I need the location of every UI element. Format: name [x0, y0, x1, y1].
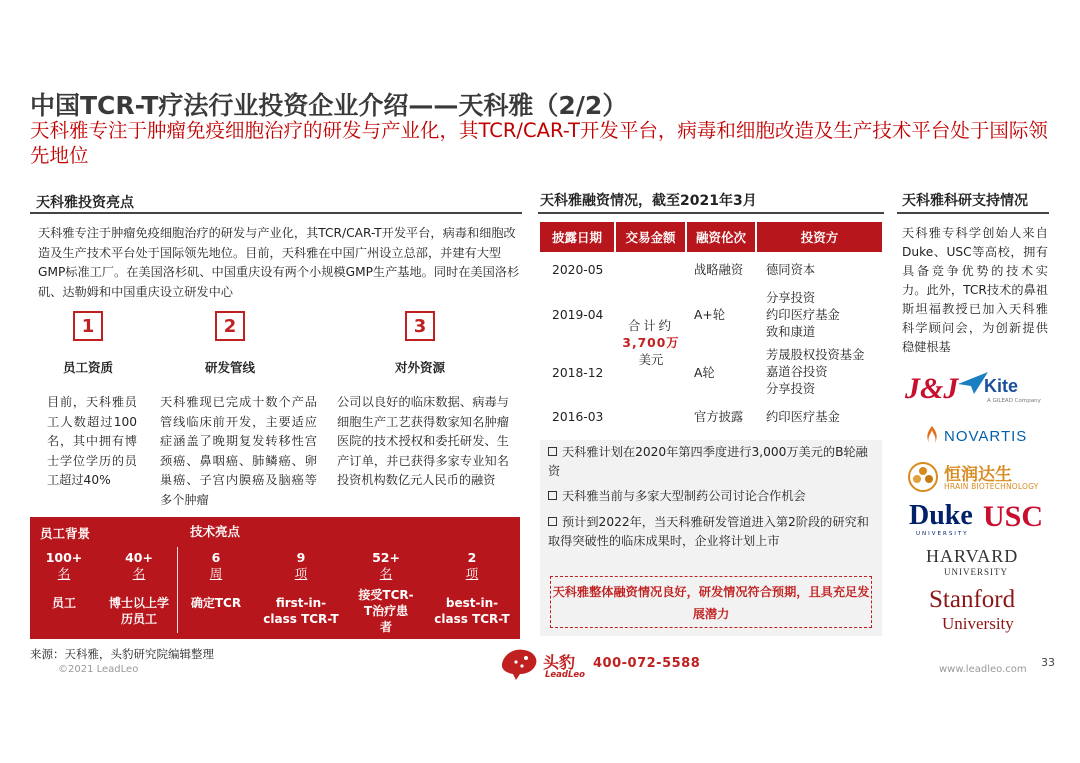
table-cell-investor: 分享投资 [766, 382, 816, 396]
table-cell-round: 战略融资 [694, 263, 744, 277]
harvard-logo: HARVARD [926, 546, 1019, 566]
brand-logo-cn: 头豹 [543, 653, 576, 672]
note-item [548, 513, 878, 551]
table-cell-investor: 约印医疗基金 [766, 410, 840, 424]
table-header-round: 融资伦次 [687, 222, 755, 252]
checkbox-icon [548, 491, 557, 500]
hrain-logo-cn: 恒润达生 [944, 465, 1012, 485]
note-item [548, 443, 878, 481]
table-header-date: 披露日期 [540, 222, 614, 252]
note-text: 天科雅当前与多家大型制药公司讨论合作机会 [562, 489, 806, 503]
stat-number: 100+ [45, 550, 83, 565]
table-cell-investor: 致和康道 [766, 325, 816, 339]
stat-unit: 名 [57, 566, 71, 581]
table-cell-investor: 分享投资 [766, 291, 816, 305]
stat-number: 2 [467, 550, 477, 565]
number-box-3: 3 [405, 311, 435, 341]
stat-unit: 名 [132, 566, 146, 581]
amount-prefix: 合计约 [628, 319, 674, 333]
table-cell-date: 2018-12 [552, 366, 604, 380]
research-rule [897, 212, 1049, 214]
stat-label: 接受TCR-T治疗患者 [358, 588, 414, 634]
amount-value: 3,700万 [622, 336, 680, 350]
stat-best-in-class [430, 550, 514, 627]
kite-subtext: A GILEAD Company [987, 398, 1041, 404]
highlights-heading: 天科雅投资亮点 [36, 195, 134, 211]
financing-heading: 天科雅融资情况，截至2021年3月 [540, 193, 757, 209]
brand-logo-en: LeadLeo [545, 670, 586, 680]
usc-logo: USC [983, 500, 1044, 533]
leopard-logo-icon [498, 644, 540, 682]
website-url: www.leadleo.com [939, 664, 1027, 675]
table-cell-round: 官方披露 [694, 410, 744, 424]
stanford-logo: Stanford [929, 586, 1016, 613]
table-cell-investor: 德同资本 [766, 263, 816, 277]
financing-notes [540, 440, 882, 636]
number-box-2: 2 [215, 311, 245, 341]
table-cell-investor: 嘉道谷投资 [766, 365, 828, 379]
stat-label: 确定TCR [190, 596, 242, 610]
amount-suffix: 美元 [638, 353, 664, 367]
checkbox-icon [548, 447, 557, 456]
hrain-logo-en: HRAIN BIOTECHNOLOGY [944, 482, 1039, 491]
table-cell-date: 2016-03 [552, 410, 604, 424]
column-text-staff: 目前，天科雅员工人数超过100名，其中拥有博士学位学历的员工超过40% [47, 395, 137, 487]
panel-divider [177, 547, 178, 633]
table-cell-date: 2020-05 [552, 263, 604, 277]
kite-logo: Kite [984, 376, 1019, 396]
duke-logo: Duke [909, 500, 973, 531]
table-cell-investor: 约印医疗基金 [766, 308, 840, 322]
financing-table [540, 222, 882, 438]
stat-tcr [184, 550, 248, 611]
stanford-subtext: University [942, 614, 1014, 633]
novartis-logo: NOVARTIS [944, 428, 1028, 445]
page-subtitle: 天科雅专注于肿瘤免疫细胞治疗的研发与产业化，其TCR/CAR-T开发平台，病毒和细胞改造及生产技术平台处于国际领先地位 [30, 119, 1048, 167]
table-cell-round: A+轮 [694, 308, 726, 322]
contact-phone: 400-072-5588 [593, 656, 701, 671]
highlights-rule [30, 212, 522, 214]
harvard-subtext: UNIVERSITY [944, 567, 1008, 577]
column-title-staff: 员工资质 [62, 360, 113, 375]
stat-staff [38, 550, 90, 611]
stat-label: best-in-class TCR-T [434, 596, 510, 626]
source-note: 来源：天科雅，头豹研究院编辑整理 [30, 647, 214, 661]
tech-highlights-heading: 技术亮点 [190, 524, 241, 539]
duke-subtext: UNIVERSITY [916, 531, 969, 537]
financing-rule [538, 212, 884, 214]
stat-number: 52+ [372, 550, 400, 565]
stat-unit: 项 [465, 566, 479, 581]
note-item [548, 487, 878, 506]
note-text: 预计到2022年，当天科雅研发管道进入第2阶段的研究和取得突破性的临床成果时，企业将计划上市 [548, 515, 869, 548]
page-number: 33 [1041, 656, 1055, 669]
stat-label: 员工 [51, 596, 76, 610]
stat-unit: 项 [294, 566, 308, 581]
page-title: 中国TCR-T疗法行业投资企业介绍——天科雅（2/2） [30, 91, 628, 120]
stat-unit: 名 [379, 566, 393, 581]
column-title-resources: 对外资源 [394, 360, 445, 375]
column-text-pipeline: 天科雅现已完成十数个产品管线临床前开发，主要适应症涵盖了晚期复发转移性宫颈癌、鼻咽癌、肺鳞癌、卵巢癌、子宫内膜癌及脑癌等多个肿瘤 [160, 395, 317, 507]
highlights-intro: 天科雅专注于肿瘤免疫细胞治疗的研发与产业化，其TCR/CAR-T开发平台，病毒和细胞改造及生产技术平台处于国际领先地位。目前，天科雅在中国广州设立总部，并建有大型GMP标准工厂。在美国洛杉矶、中国重庆设有两个小规模GMP生产基地。同时在美国洛杉矶、达勒姆和中国重庆设立研发中心 [38, 226, 520, 299]
table-header-investors: 投资方 [757, 222, 882, 252]
stat-patients [358, 550, 414, 635]
stat-label: 博士以上学历员工 [108, 596, 169, 626]
novartis-flame-icon [924, 425, 940, 445]
table-cell-date: 2019-04 [552, 308, 604, 322]
research-heading: 天科雅科研支持情况 [902, 193, 1028, 209]
table-header-amount: 交易金额 [616, 222, 685, 252]
stat-unit: 周 [209, 566, 223, 581]
stat-label: first-in-class TCR-T [263, 596, 339, 626]
note-text: 天科雅计划在2020年第四季度进行3,000万美元的B轮融资 [548, 445, 868, 478]
checkbox-icon [548, 517, 557, 526]
jnj-logo: J&J [905, 372, 959, 405]
number-box-1: 1 [73, 311, 103, 341]
column-text-resources: 公司以良好的临床数据、病毒与细胞生产工艺获得数家知名肿瘤医院的技术授权和委托研发、生产订单，并已获得多家专业知名投资机构数亿元人民币的融资 [337, 395, 509, 487]
stat-number: 40+ [125, 550, 153, 565]
staff-background-heading: 员工背景 [40, 526, 91, 541]
conclusion-box: 天科雅整体融资情况良好，研发情况符合预期，且具充足发展潜力 [550, 576, 872, 628]
table-cell-round: A轮 [694, 366, 715, 380]
stat-number: 9 [296, 550, 306, 565]
stat-phd [106, 550, 172, 627]
stat-first-in-class [260, 550, 342, 627]
column-title-pipeline: 研发管线 [204, 360, 255, 375]
table-cell-investor: 芳晟股权投资基金 [766, 348, 865, 362]
stat-number: 6 [211, 550, 221, 565]
research-text: 天科雅专科学创始人来自Duke、USC等高校，拥有具备竞争优势的技术实力。此外，TCR技术的鼻祖斯坦福教授已加入天科雅科学顾问会，为创新提供稳健根基 [902, 226, 1048, 354]
stats-panel [30, 517, 520, 639]
copyright: ©2021 LeadLeo [58, 664, 139, 675]
hrain-flower-icon [907, 461, 939, 493]
